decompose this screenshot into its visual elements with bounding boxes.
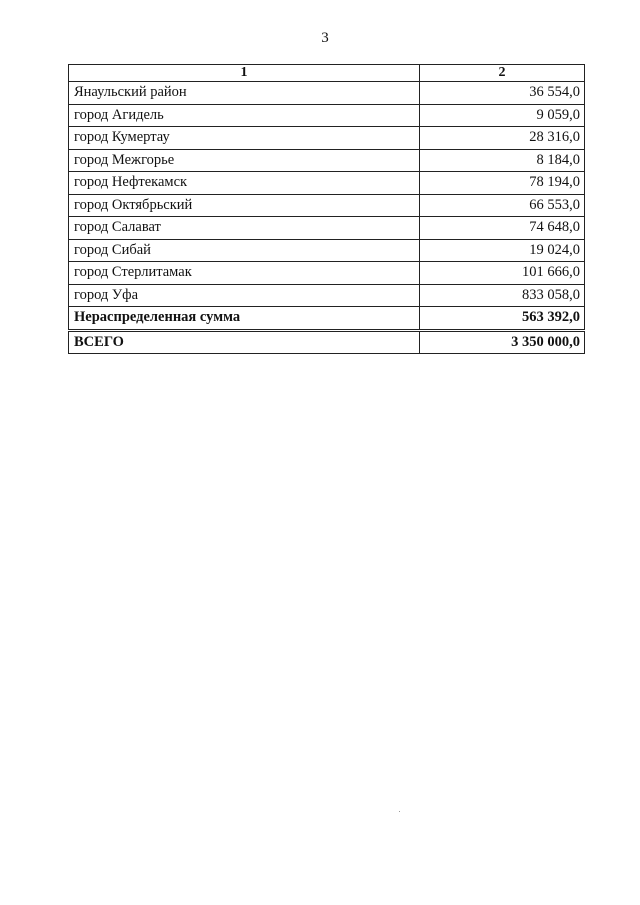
row-name: город Агидель [69, 104, 420, 127]
table-row [69, 262, 585, 285]
row-value: 101 666,0 [420, 262, 585, 285]
row-value: 8 184,0 [420, 149, 585, 172]
row-value: 19 024,0 [420, 239, 585, 262]
row-value: 78 194,0 [420, 172, 585, 195]
row-name: город Кумертау [69, 127, 420, 150]
table-row [69, 104, 585, 127]
row-name: город Межгорье [69, 149, 420, 172]
total-label: ВСЕГО [69, 330, 420, 354]
row-value: 36 554,0 [420, 82, 585, 105]
row-name: город Стерлитамак [69, 262, 420, 285]
row-name: город Уфа [69, 284, 420, 307]
scan-speck [399, 811, 400, 812]
row-name: Янаульский район [69, 82, 420, 105]
total-value: 3 350 000,0 [420, 330, 585, 354]
unallocated-value: 563 392,0 [420, 307, 585, 331]
unallocated-label: Нераспределенная сумма [69, 307, 420, 331]
row-value: 66 553,0 [420, 194, 585, 217]
allocation-table [68, 64, 585, 354]
column-header-1: 1 [69, 65, 420, 82]
row-value: 9 059,0 [420, 104, 585, 127]
table-row [69, 194, 585, 217]
table-row [69, 82, 585, 105]
table-row [69, 217, 585, 240]
table-row [69, 284, 585, 307]
row-value: 74 648,0 [420, 217, 585, 240]
page-number: 3 [321, 30, 329, 46]
table-row [69, 239, 585, 262]
unallocated-row [69, 307, 585, 331]
row-value: 833 058,0 [420, 284, 585, 307]
total-row [69, 330, 585, 354]
table-row [69, 149, 585, 172]
table-row [69, 127, 585, 150]
table-row [69, 172, 585, 195]
row-name: город Сибай [69, 239, 420, 262]
table-header-row [69, 65, 585, 82]
row-name: город Октябрьский [69, 194, 420, 217]
column-header-2: 2 [420, 65, 585, 82]
row-value: 28 316,0 [420, 127, 585, 150]
row-name: город Салават [69, 217, 420, 240]
row-name: город Нефтекамск [69, 172, 420, 195]
